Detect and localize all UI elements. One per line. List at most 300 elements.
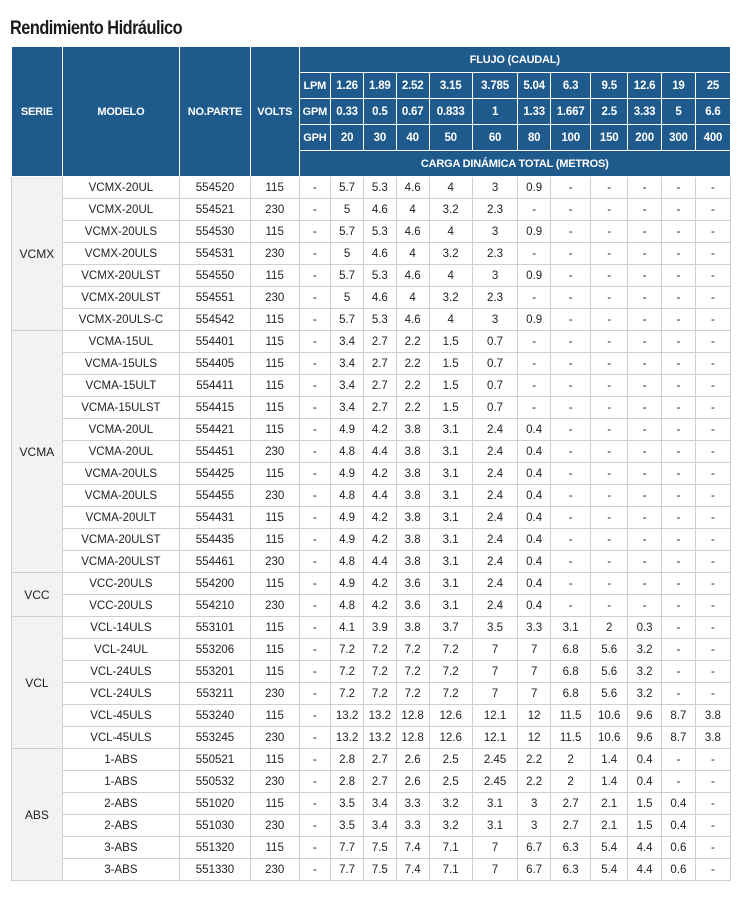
carga-value-cell: 2.45 — [472, 749, 517, 771]
flow-zero-cell: - — [299, 771, 331, 793]
carga-value-cell: - — [662, 639, 696, 661]
carga-value-cell: 7.5 — [363, 837, 396, 859]
carga-value-cell: - — [551, 265, 591, 287]
parte-cell: 554431 — [180, 507, 251, 529]
carga-value-cell: 3.8 — [396, 463, 429, 485]
flow-unit-gph: GPH — [299, 125, 331, 151]
flow-value-lpm-2: 2.52 — [396, 73, 429, 99]
table-row — [12, 793, 731, 815]
carga-value-cell: 3.4 — [331, 331, 364, 353]
parte-cell: 554530 — [180, 221, 251, 243]
volts-cell: 115 — [250, 793, 299, 815]
carga-value-cell: 3.1 — [472, 815, 517, 837]
carga-value-cell: 7.5 — [363, 859, 396, 881]
carga-value-cell: 7.2 — [396, 661, 429, 683]
table-row — [12, 573, 731, 595]
carga-value-cell: 0.4 — [518, 507, 551, 529]
carga-value-cell: 7 — [518, 661, 551, 683]
carga-value-cell: 12 — [518, 727, 551, 749]
carga-value-cell: 4.6 — [396, 221, 429, 243]
carga-value-cell: - — [695, 309, 730, 331]
carga-value-cell: 0.6 — [662, 859, 696, 881]
serie-cell: VCL — [12, 617, 63, 749]
modelo-cell: VCL-45ULS — [62, 727, 179, 749]
carga-value-cell: 6.8 — [551, 683, 591, 705]
flow-value-lpm-6: 6.3 — [551, 73, 591, 99]
modelo-cell: VCMA-15ULS — [62, 353, 179, 375]
table-row — [12, 815, 731, 837]
carga-value-cell: 7.1 — [429, 859, 472, 881]
carga-value-cell: 7.2 — [363, 661, 396, 683]
carga-value-cell: 1.5 — [429, 353, 472, 375]
carga-value-cell: 2.2 — [396, 331, 429, 353]
carga-value-cell: - — [695, 793, 730, 815]
carga-value-cell: - — [662, 331, 696, 353]
carga-value-cell: - — [662, 221, 696, 243]
carga-value-cell: 0.4 — [518, 529, 551, 551]
volts-cell: 230 — [250, 485, 299, 507]
carga-value-cell: - — [695, 683, 730, 705]
table-row — [12, 309, 731, 331]
modelo-cell: 1-ABS — [62, 749, 179, 771]
carga-value-cell: 2.7 — [363, 353, 396, 375]
carga-value-cell: 4 — [429, 265, 472, 287]
carga-value-cell: 4.9 — [331, 419, 364, 441]
carga-value-cell: - — [662, 749, 696, 771]
carga-value-cell: - — [695, 375, 730, 397]
carga-value-cell: 3.1 — [472, 793, 517, 815]
carga-value-cell: 3.3 — [396, 815, 429, 837]
table-row — [12, 265, 731, 287]
modelo-cell: VCMA-15ULT — [62, 375, 179, 397]
carga-value-cell: 2.4 — [472, 551, 517, 573]
modelo-cell: VCMX-20UL — [62, 177, 179, 199]
volts-cell: 115 — [250, 639, 299, 661]
carga-value-cell: - — [695, 507, 730, 529]
carga-value-cell: 4.6 — [363, 243, 396, 265]
carga-value-cell: - — [662, 551, 696, 573]
carga-value-cell: - — [591, 331, 628, 353]
modelo-cell: VCMA-20UL — [62, 419, 179, 441]
carga-value-cell: 4 — [429, 309, 472, 331]
carga-value-cell: - — [518, 397, 551, 419]
carga-value-cell: 3.8 — [396, 617, 429, 639]
table-row — [12, 507, 731, 529]
parte-cell: 553240 — [180, 705, 251, 727]
parte-cell: 554415 — [180, 397, 251, 419]
carga-value-cell: 4.1 — [331, 617, 364, 639]
carga-value-cell: 3.2 — [429, 243, 472, 265]
carga-value-cell: 4 — [429, 221, 472, 243]
carga-value-cell: 3.1 — [429, 529, 472, 551]
serie-cell: VCMX — [12, 177, 63, 331]
carga-value-cell: 7.7 — [331, 837, 364, 859]
carga-value-cell: - — [518, 353, 551, 375]
carga-value-cell: 2.7 — [363, 397, 396, 419]
parte-cell: 554550 — [180, 265, 251, 287]
volts-cell: 115 — [250, 265, 299, 287]
modelo-cell: 2-ABS — [62, 815, 179, 837]
carga-value-cell: 3.1 — [429, 507, 472, 529]
carga-value-cell: - — [695, 815, 730, 837]
carga-value-cell: - — [551, 287, 591, 309]
carga-value-cell: 4.6 — [396, 309, 429, 331]
carga-value-cell: - — [695, 485, 730, 507]
carga-value-cell: 2.1 — [591, 793, 628, 815]
carga-value-cell: - — [591, 221, 628, 243]
carga-value-cell: - — [662, 265, 696, 287]
carga-value-cell: 12.1 — [472, 727, 517, 749]
carga-value-cell: - — [695, 551, 730, 573]
modelo-cell: VCL-45ULS — [62, 705, 179, 727]
carga-value-cell: - — [518, 199, 551, 221]
carga-value-cell: 3.1 — [429, 551, 472, 573]
carga-value-cell: 2.1 — [591, 815, 628, 837]
table-row — [12, 419, 731, 441]
carga-value-cell: 1.4 — [591, 771, 628, 793]
carga-value-cell: - — [591, 529, 628, 551]
carga-value-cell: 3.3 — [518, 617, 551, 639]
carga-value-cell: 5.3 — [363, 221, 396, 243]
flow-value-gph-10: 400 — [695, 125, 730, 151]
flow-value-lpm-1: 1.89 — [363, 73, 396, 99]
carga-value-cell: - — [591, 573, 628, 595]
table-row — [12, 397, 731, 419]
carga-value-cell: 7.2 — [429, 683, 472, 705]
parte-cell: 554421 — [180, 419, 251, 441]
carga-value-cell: 2.3 — [472, 287, 517, 309]
flow-zero-cell: - — [299, 221, 331, 243]
volts-cell: 230 — [250, 683, 299, 705]
carga-value-cell: - — [591, 177, 628, 199]
carga-value-cell: 3 — [472, 309, 517, 331]
carga-value-cell: 0.4 — [518, 485, 551, 507]
carga-value-cell: - — [695, 287, 730, 309]
modelo-cell: VCMA-20ULST — [62, 529, 179, 551]
carga-value-cell: 3.4 — [331, 397, 364, 419]
carga-value-cell: 5.7 — [331, 265, 364, 287]
carga-value-cell: 2.2 — [396, 375, 429, 397]
carga-value-cell: 2 — [591, 617, 628, 639]
table-row — [12, 727, 731, 749]
modelo-cell: VCL-24ULS — [62, 661, 179, 683]
volts-cell: 115 — [250, 397, 299, 419]
carga-value-cell: 4.6 — [363, 199, 396, 221]
parte-cell: 550532 — [180, 771, 251, 793]
parte-cell: 554210 — [180, 595, 251, 617]
hydraulic-performance-table — [11, 46, 731, 881]
modelo-cell: 1-ABS — [62, 771, 179, 793]
modelo-cell: VCC-20ULS — [62, 573, 179, 595]
carga-value-cell: 2.7 — [551, 793, 591, 815]
volts-cell: 230 — [250, 859, 299, 881]
modelo-cell: VCMX-20ULST — [62, 265, 179, 287]
table-row — [12, 617, 731, 639]
carga-value-cell: 7.4 — [396, 859, 429, 881]
flow-zero-cell: - — [299, 639, 331, 661]
carga-value-cell: 0.9 — [518, 177, 551, 199]
modelo-cell: VCMX-20ULS — [62, 221, 179, 243]
carga-value-cell: - — [695, 661, 730, 683]
carga-value-cell: - — [551, 485, 591, 507]
carga-value-cell: 0.4 — [662, 793, 696, 815]
flow-value-gph-0: 20 — [331, 125, 364, 151]
carga-value-cell: 7 — [472, 661, 517, 683]
carga-value-cell: - — [628, 243, 662, 265]
carga-value-cell: - — [695, 771, 730, 793]
carga-value-cell: 0.7 — [472, 331, 517, 353]
carga-value-cell: 4 — [396, 287, 429, 309]
carga-value-cell: 0.7 — [472, 397, 517, 419]
carga-value-cell: - — [695, 397, 730, 419]
carga-value-cell: 3.2 — [429, 287, 472, 309]
carga-value-cell: 2 — [551, 749, 591, 771]
flow-zero-cell: - — [299, 243, 331, 265]
flow-zero-cell: - — [299, 551, 331, 573]
carga-value-cell: - — [695, 837, 730, 859]
parte-cell: 554405 — [180, 353, 251, 375]
carga-value-cell: - — [695, 265, 730, 287]
carga-value-cell: 3.2 — [628, 683, 662, 705]
table-row — [12, 331, 731, 353]
carga-value-cell: 2.7 — [363, 331, 396, 353]
flow-value-gph-5: 80 — [518, 125, 551, 151]
parte-cell: 551320 — [180, 837, 251, 859]
modelo-cell: VCMA-20UL — [62, 441, 179, 463]
volts-cell: 115 — [250, 705, 299, 727]
carga-value-cell: - — [662, 463, 696, 485]
carga-value-cell: 0.6 — [662, 837, 696, 859]
header-serie: SERIE — [12, 47, 63, 177]
flow-zero-cell: - — [299, 441, 331, 463]
carga-value-cell: - — [518, 331, 551, 353]
carga-value-cell: 8.7 — [662, 705, 696, 727]
carga-value-cell: 7 — [518, 639, 551, 661]
carga-value-cell: 2 — [551, 771, 591, 793]
flow-value-lpm-9: 19 — [662, 73, 696, 99]
carga-value-cell: 3.8 — [396, 507, 429, 529]
modelo-cell: VCMA-20ULS — [62, 485, 179, 507]
carga-value-cell: - — [662, 617, 696, 639]
carga-value-cell: - — [628, 529, 662, 551]
carga-value-cell: 11.5 — [551, 705, 591, 727]
carga-value-cell: 3.2 — [628, 639, 662, 661]
carga-value-cell: 0.9 — [518, 221, 551, 243]
table-row — [12, 243, 731, 265]
carga-value-cell: 7.2 — [429, 639, 472, 661]
carga-value-cell: - — [591, 375, 628, 397]
carga-value-cell: 10.6 — [591, 705, 628, 727]
carga-value-cell: 4.2 — [363, 595, 396, 617]
carga-value-cell: 3.8 — [396, 551, 429, 573]
parte-cell: 554461 — [180, 551, 251, 573]
carga-value-cell: - — [628, 441, 662, 463]
carga-value-cell: 0.4 — [518, 595, 551, 617]
carga-value-cell: 2.6 — [396, 771, 429, 793]
carga-value-cell: - — [695, 529, 730, 551]
carga-value-cell: - — [551, 441, 591, 463]
carga-value-cell: 4.2 — [363, 419, 396, 441]
carga-value-cell: 11.5 — [551, 727, 591, 749]
carga-value-cell: 13.2 — [363, 727, 396, 749]
carga-value-cell: 6.7 — [518, 859, 551, 881]
carga-value-cell: 6.3 — [551, 859, 591, 881]
carga-value-cell: 4 — [396, 199, 429, 221]
carga-value-cell: 3 — [472, 221, 517, 243]
table-row — [12, 375, 731, 397]
carga-value-cell: 4.4 — [363, 551, 396, 573]
carga-value-cell: - — [662, 595, 696, 617]
modelo-cell: VCMA-20ULT — [62, 507, 179, 529]
volts-cell: 115 — [250, 661, 299, 683]
carga-value-cell: 3.8 — [396, 441, 429, 463]
table-row — [12, 287, 731, 309]
flow-zero-cell: - — [299, 199, 331, 221]
carga-value-cell: 5 — [331, 243, 364, 265]
carga-value-cell: - — [551, 529, 591, 551]
carga-value-cell: 3 — [472, 177, 517, 199]
carga-value-cell: 6.8 — [551, 661, 591, 683]
carga-value-cell: 3.4 — [363, 815, 396, 837]
carga-value-cell: - — [628, 551, 662, 573]
carga-value-cell: - — [662, 243, 696, 265]
carga-value-cell: - — [591, 419, 628, 441]
carga-value-cell: - — [662, 419, 696, 441]
carga-value-cell: - — [628, 507, 662, 529]
carga-value-cell: 2.5 — [429, 749, 472, 771]
parte-cell: 554401 — [180, 331, 251, 353]
volts-cell: 115 — [250, 573, 299, 595]
carga-value-cell: - — [695, 573, 730, 595]
page-title: Rendimiento Hidráulico — [10, 18, 183, 39]
carga-value-cell: - — [591, 463, 628, 485]
carga-value-cell: 2.7 — [363, 771, 396, 793]
carga-value-cell: - — [662, 375, 696, 397]
table-row — [12, 595, 731, 617]
carga-value-cell: 4.9 — [331, 529, 364, 551]
flow-value-gph-3: 50 — [429, 125, 472, 151]
serie-cell: VCMA — [12, 331, 63, 573]
table-row — [12, 177, 731, 199]
carga-value-cell: - — [551, 199, 591, 221]
carga-value-cell: 3.6 — [396, 573, 429, 595]
carga-value-cell: 3.2 — [429, 199, 472, 221]
flow-value-gph-1: 30 — [363, 125, 396, 151]
parte-cell: 553201 — [180, 661, 251, 683]
carga-value-cell: 7.2 — [363, 683, 396, 705]
carga-value-cell: - — [551, 177, 591, 199]
flow-value-lpm-4: 3.785 — [472, 73, 517, 99]
flow-value-gpm-3: 0.833 — [429, 99, 472, 125]
flow-zero-cell: - — [299, 177, 331, 199]
table-body — [12, 177, 731, 881]
carga-value-cell: - — [591, 397, 628, 419]
carga-value-cell: 3 — [518, 815, 551, 837]
flow-zero-cell: - — [299, 331, 331, 353]
parte-cell: 554425 — [180, 463, 251, 485]
carga-value-cell: 4.8 — [331, 441, 364, 463]
carga-value-cell: 7.2 — [331, 683, 364, 705]
volts-cell: 230 — [250, 441, 299, 463]
carga-value-cell: - — [628, 221, 662, 243]
carga-value-cell: 7.2 — [331, 661, 364, 683]
carga-value-cell: 1.5 — [429, 331, 472, 353]
carga-value-cell: - — [628, 177, 662, 199]
carga-value-cell: 12.6 — [429, 727, 472, 749]
carga-value-cell: - — [695, 419, 730, 441]
parte-cell: 554455 — [180, 485, 251, 507]
carga-value-cell: 4.4 — [363, 485, 396, 507]
flow-zero-cell: - — [299, 705, 331, 727]
carga-value-cell: - — [551, 221, 591, 243]
flow-value-lpm-3: 3.15 — [429, 73, 472, 99]
carga-value-cell: - — [695, 639, 730, 661]
carga-value-cell: 3.5 — [472, 617, 517, 639]
carga-value-cell: 13.2 — [331, 727, 364, 749]
carga-value-cell: 2.2 — [518, 771, 551, 793]
carga-value-cell: - — [591, 309, 628, 331]
modelo-cell: VCMA-15ULST — [62, 397, 179, 419]
carga-value-cell: 3.5 — [331, 793, 364, 815]
parte-cell: 553211 — [180, 683, 251, 705]
carga-value-cell: - — [628, 485, 662, 507]
carga-value-cell: - — [662, 683, 696, 705]
parte-cell: 554531 — [180, 243, 251, 265]
parte-cell: 554542 — [180, 309, 251, 331]
flow-zero-cell: - — [299, 683, 331, 705]
carga-value-cell: - — [662, 309, 696, 331]
parte-cell: 551330 — [180, 859, 251, 881]
carga-value-cell: - — [662, 177, 696, 199]
volts-cell: 230 — [250, 771, 299, 793]
flow-zero-cell: - — [299, 595, 331, 617]
carga-value-cell: - — [662, 353, 696, 375]
table-row — [12, 463, 731, 485]
header-flujo: FLUJO (CAUDAL) — [299, 47, 731, 73]
modelo-cell: VCL-14ULS — [62, 617, 179, 639]
carga-value-cell: 7.2 — [363, 639, 396, 661]
carga-value-cell: 4 — [396, 243, 429, 265]
carga-value-cell: - — [628, 419, 662, 441]
carga-value-cell: - — [591, 441, 628, 463]
table-row — [12, 551, 731, 573]
volts-cell: 230 — [250, 243, 299, 265]
carga-value-cell: 3.1 — [429, 419, 472, 441]
carga-value-cell: 0.4 — [518, 573, 551, 595]
carga-value-cell: - — [551, 551, 591, 573]
carga-value-cell: 8.7 — [662, 727, 696, 749]
carga-value-cell: 4.6 — [396, 265, 429, 287]
carga-value-cell: - — [662, 661, 696, 683]
parte-cell: 554451 — [180, 441, 251, 463]
carga-value-cell: - — [662, 485, 696, 507]
carga-value-cell: 13.2 — [331, 705, 364, 727]
table-row — [12, 837, 731, 859]
carga-value-cell: - — [591, 243, 628, 265]
carga-value-cell: 3.6 — [396, 595, 429, 617]
flow-value-gpm-6: 1.667 — [551, 99, 591, 125]
carga-value-cell: 1.5 — [429, 375, 472, 397]
carga-value-cell: - — [518, 243, 551, 265]
carga-value-cell: - — [628, 353, 662, 375]
carga-value-cell: 12.6 — [429, 705, 472, 727]
modelo-cell: VCMA-20ULST — [62, 551, 179, 573]
flow-zero-cell: - — [299, 617, 331, 639]
volts-cell: 115 — [250, 353, 299, 375]
carga-value-cell: 4.4 — [628, 837, 662, 859]
modelo-cell: VCL-24UL — [62, 639, 179, 661]
carga-value-cell: 3.9 — [363, 617, 396, 639]
